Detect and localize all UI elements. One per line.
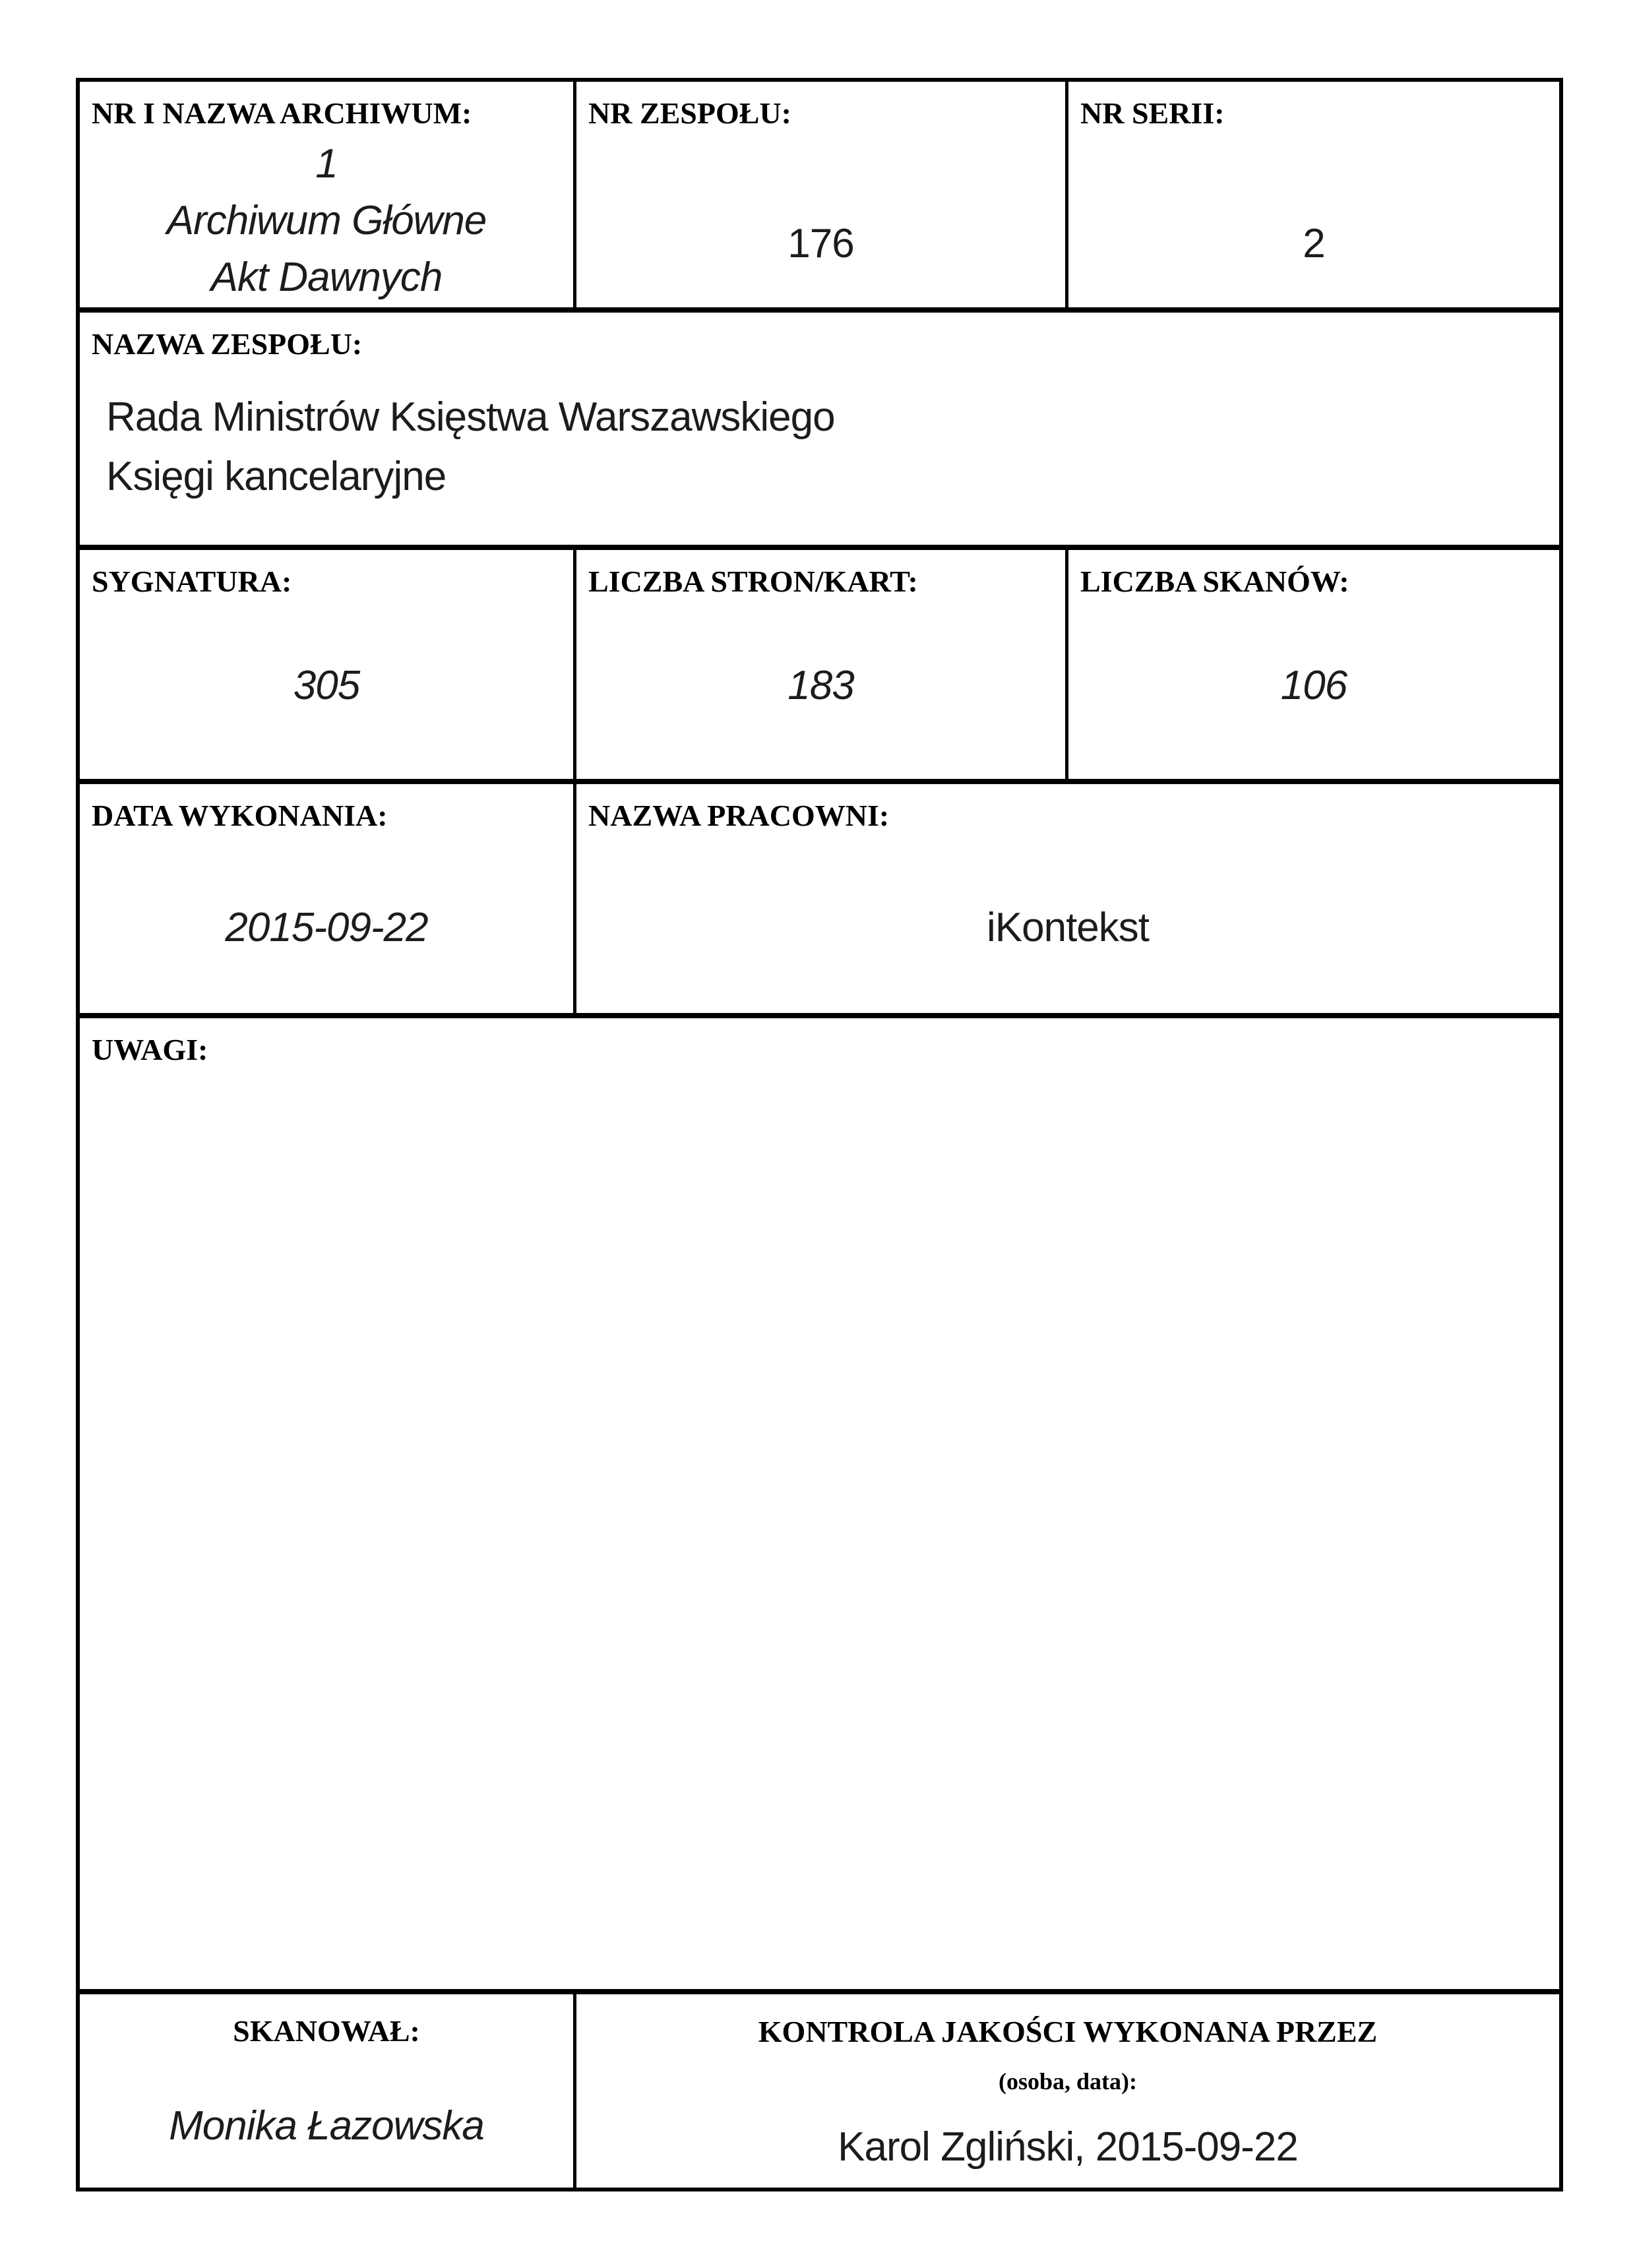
fonds-name-label: NAZWA ZESPOŁU:	[92, 327, 363, 361]
cell-signature	[80, 550, 576, 784]
cell-fonds-number	[576, 82, 1068, 313]
fonds-name-line1: Rada Ministrów Księstwa Warszawskiego	[106, 394, 835, 440]
cell-quality-control	[576, 1994, 1559, 2188]
date-made-label: DATA WYKONANIA:	[92, 799, 388, 832]
date-made-value: 2015-09-22	[225, 905, 428, 950]
studio-value: iKontekst	[986, 905, 1150, 950]
cell-remarks	[80, 1018, 1559, 1994]
series-number-value: 2	[1303, 221, 1325, 266]
cell-scanned-by	[80, 1994, 576, 2188]
cell-date-made	[80, 784, 576, 1018]
archive-value	[80, 136, 573, 306]
fonds-number-label: NR ZESPOŁU:	[588, 96, 791, 130]
archive-name-line1: Archiwum Główne	[166, 198, 487, 243]
cell-series-number	[1068, 82, 1559, 313]
cell-archive	[80, 82, 576, 313]
scans-count-value: 106	[1280, 663, 1347, 708]
archival-metadata-table	[76, 78, 1563, 2191]
fonds-number-value: 176	[787, 221, 854, 266]
archive-number: 1	[315, 141, 338, 187]
fonds-name-value	[80, 388, 1559, 506]
quality-control-value: Karol Zgliński, 2015-09-22	[838, 2124, 1298, 2170]
scanned-by-value: Monika Łazowska	[169, 2103, 484, 2149]
archive-name-line2: Akt Dawnych	[210, 255, 443, 300]
archive-label: NR I NAZWA ARCHIWUM:	[92, 96, 472, 130]
scans-count-label: LICZBA SKANÓW:	[1080, 565, 1349, 598]
series-number-label: NR SERII:	[1080, 96, 1225, 130]
studio-label: NAZWA PRACOWNI:	[588, 799, 890, 832]
pages-count-label: LICZBA STRON/KART:	[588, 565, 918, 598]
remarks-label: UWAGI:	[92, 1033, 208, 1066]
quality-control-sublabel: (osoba, data):	[998, 2068, 1137, 2095]
scanned-by-label: SKANOWAŁ:	[233, 2014, 420, 2048]
cell-pages-count	[576, 550, 1068, 784]
cell-fonds-name	[80, 313, 1559, 550]
signature-value: 305	[293, 663, 360, 708]
cell-studio	[576, 784, 1559, 1018]
quality-control-label: KONTROLA JAKOŚCI WYKONANA PRZEZ	[758, 2015, 1378, 2048]
cell-scans-count	[1068, 550, 1559, 784]
signature-label: SYGNATURA:	[92, 565, 292, 598]
fonds-name-line2: Księgi kancelaryjne	[106, 454, 447, 499]
pages-count-value: 183	[787, 663, 854, 708]
